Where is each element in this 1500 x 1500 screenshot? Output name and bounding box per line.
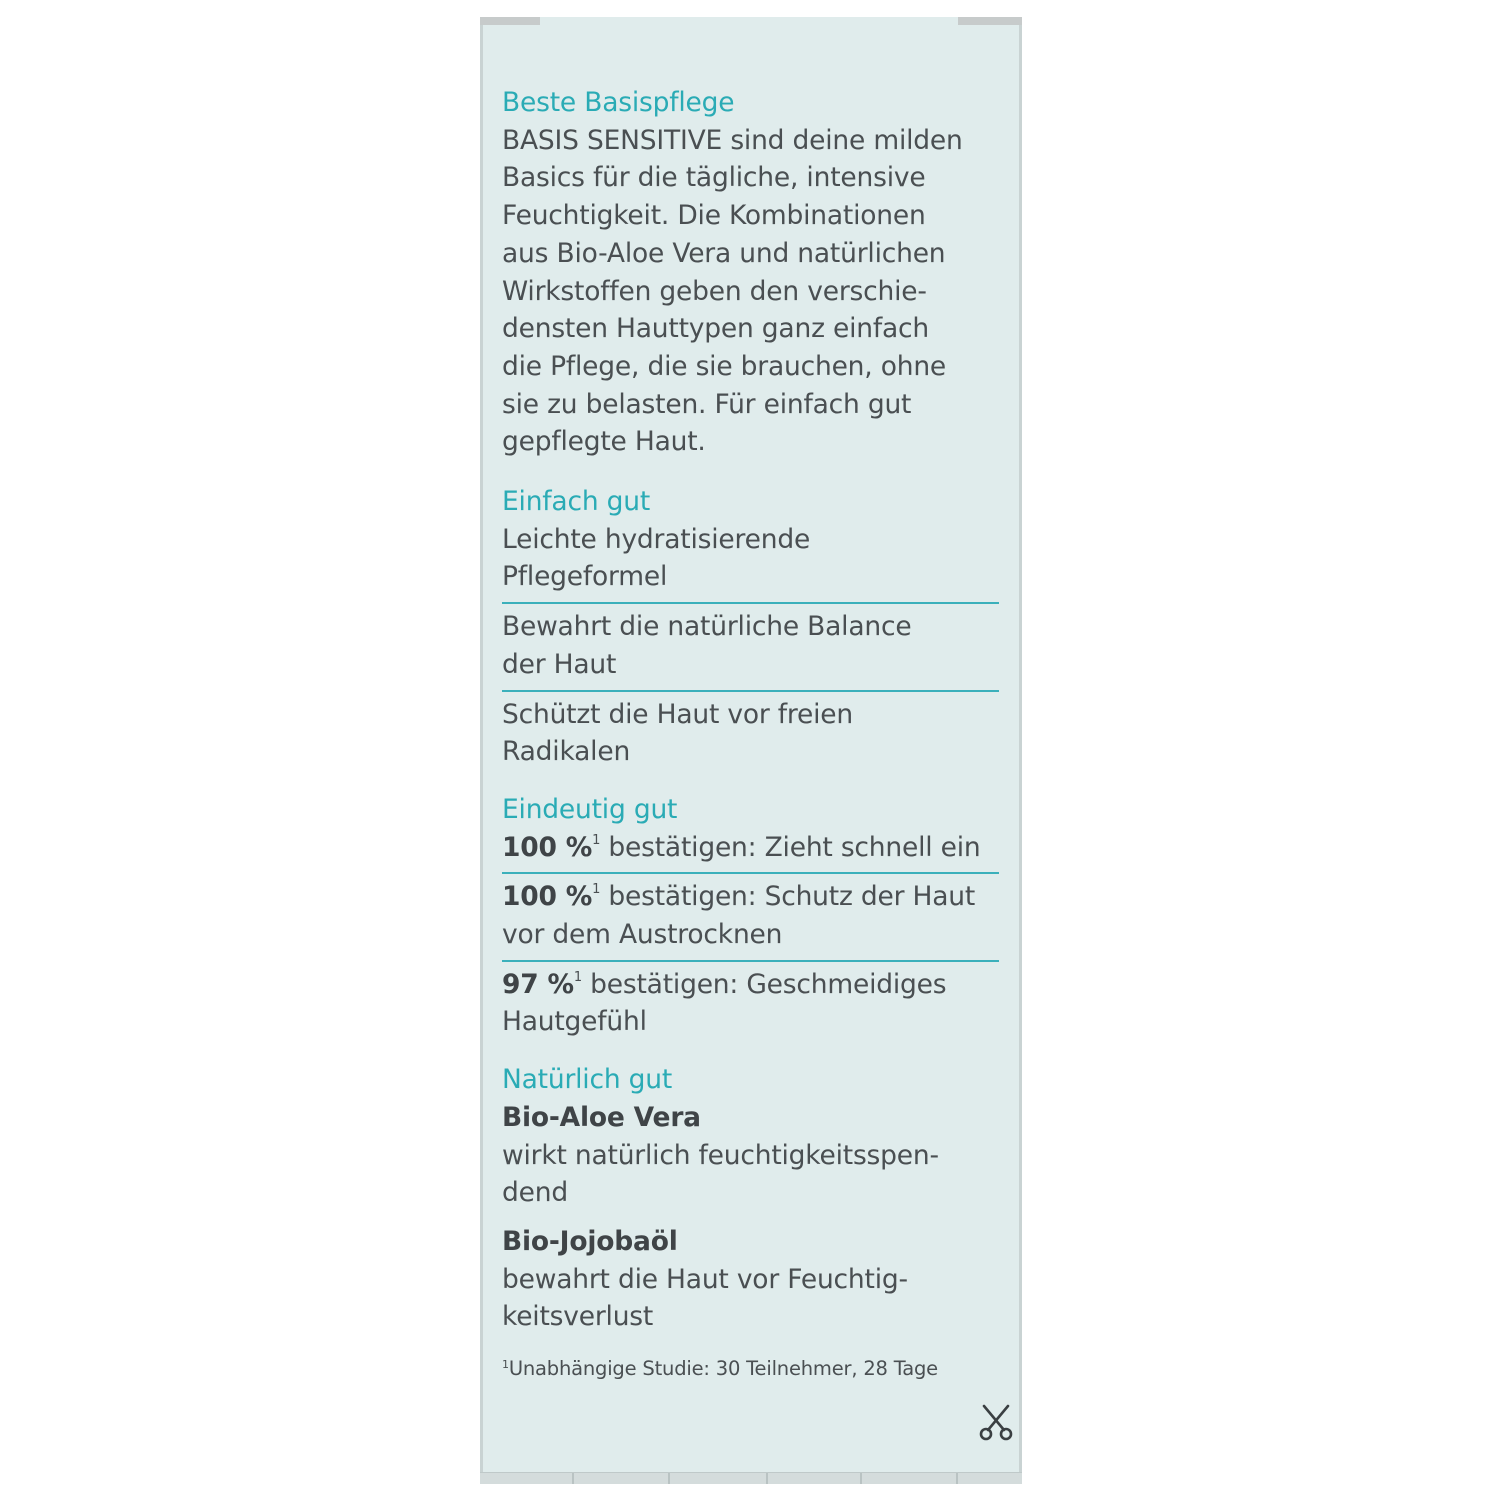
heading-einfach-gut: Einfach gut (502, 486, 651, 518)
top-flap-left (480, 17, 540, 25)
intro-line: BASIS SENSITIVE sind deine milden (502, 124, 963, 156)
ingredient-item (502, 1223, 999, 1336)
ingredient-desc-line: wirkt natürlich feuchtigkeitsspen- (502, 1139, 939, 1171)
study-result-line: Hautgefühl (502, 1006, 647, 1038)
intro-line: aus Bio-Aloe Vera und natürlichen (502, 237, 946, 269)
ingredient-desc-line: bewahrt die Haut vor Feuchtig- (502, 1263, 908, 1295)
intro-line: die Pflege, die sie brauchen, ohne (502, 350, 947, 382)
intro-line: Wirkstoffen geben den verschie- (502, 275, 927, 307)
benefit-line: Bewahrt die natürliche Balance (502, 611, 912, 643)
benefit-line: der Haut (502, 648, 617, 680)
footnote-marker: 1 (502, 1358, 509, 1372)
intro-line: Feuchtigkeit. Die Kombinationen (502, 200, 926, 232)
footnote-marker: 1 (592, 832, 601, 848)
study-result-text: bestätigen: Schutz der Haut (600, 881, 976, 913)
study-result-item (502, 874, 999, 961)
intro-line: densten Hauttypen ganz einfach (502, 313, 929, 345)
intro-paragraph (502, 122, 999, 461)
heading-beste-basispflege: Beste Basispflege (502, 87, 735, 118)
benefit-line: Schützt die Haut vor freien (502, 698, 854, 730)
ingredient-item (502, 1099, 999, 1212)
footnote (502, 1356, 999, 1382)
study-result-item (502, 829, 999, 875)
percentage: 100 % (502, 831, 593, 863)
heading-eindeutig-gut: Eindeutig gut (502, 793, 678, 825)
percentage: 97 % (502, 968, 574, 1000)
study-result-text: bestätigen: Zieht schnell ein (600, 831, 981, 863)
top-flap-right (958, 17, 1022, 25)
ingredient-name: Bio-Jojobaöl (502, 1225, 678, 1257)
benefit-item (502, 692, 999, 777)
study-result-text: bestätigen: Geschmeidiges (581, 968, 947, 1000)
footnote-marker: 1 (592, 882, 601, 898)
benefit-item (502, 604, 999, 691)
study-result-line (502, 829, 999, 867)
study-result-line (502, 878, 999, 916)
ingredient-desc-line: dend (502, 1177, 568, 1209)
study-result-line (502, 966, 999, 1004)
intro-line: gepflegte Haut. (502, 426, 706, 458)
ingredient-desc-line: keitsverlust (502, 1301, 654, 1333)
intro-line: sie zu belasten. Für einfach gut (502, 388, 912, 420)
percentage: 100 % (502, 881, 593, 913)
heading-natuerlich-gut: Natürlich gut (502, 1064, 673, 1096)
benefit-item (502, 521, 999, 604)
footnote-marker: 1 (573, 969, 582, 985)
study-result-item (502, 962, 999, 1047)
benefit-line: Radikalen (502, 736, 631, 768)
ingredient-name: Bio-Aloe Vera (502, 1101, 701, 1133)
intro-line: Basics für die tägliche, intensive (502, 162, 926, 194)
bottom-edge (480, 1472, 1022, 1484)
study-result-line: vor dem Austrocknen (502, 919, 783, 951)
benefit-line: Pflegeformel (502, 561, 668, 593)
package-text (502, 84, 999, 1382)
footnote-text: Unabhängige Studie: 30 Teilnehmer, 28 Tage (508, 1357, 938, 1381)
scissors-icon (976, 1402, 1016, 1442)
benefit-line: Leichte hydratisierende (502, 523, 811, 555)
